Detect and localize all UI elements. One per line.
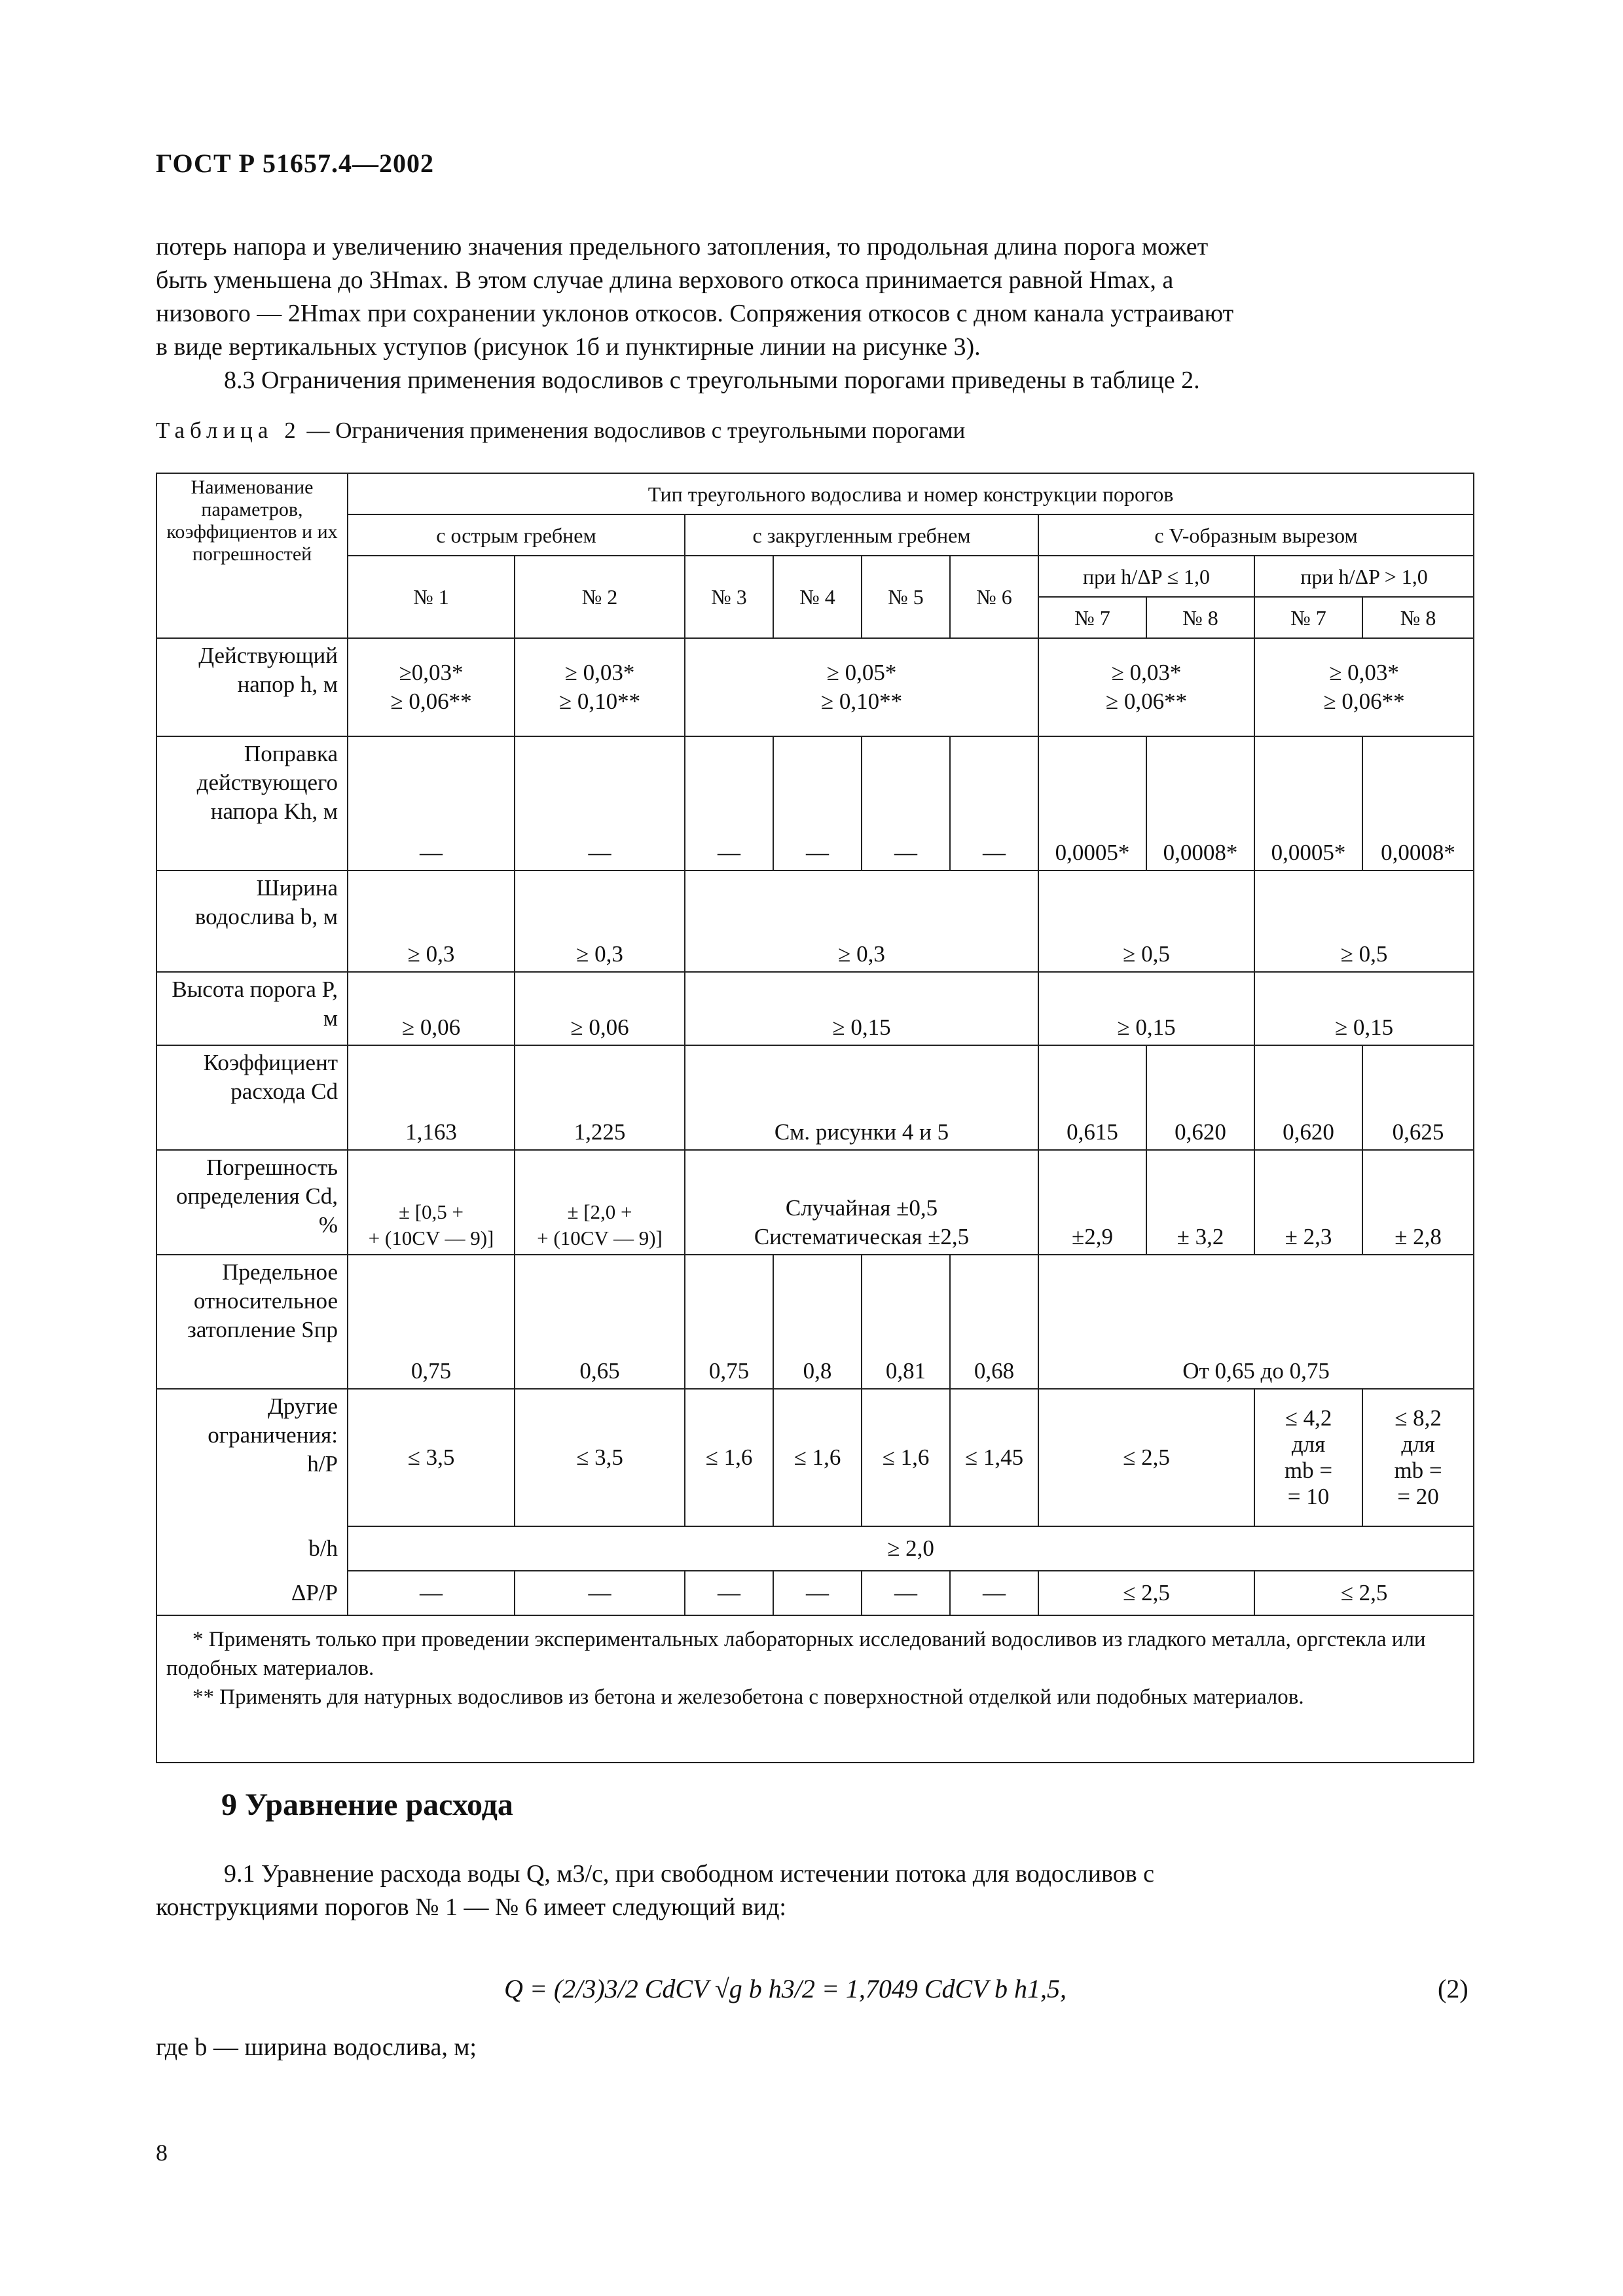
cell: 1,225	[515, 1045, 685, 1150]
document-header: ГОСТ Р 51657.4—2002	[156, 149, 435, 178]
intro-line: быть уменьшена до 3Hmax. В этом случае длина верхового откоса принимается равной Hmax, а	[156, 266, 1174, 294]
cell: 1,163	[348, 1045, 515, 1150]
cell: —	[862, 1571, 950, 1615]
cell: ≥ 0,15	[1254, 972, 1474, 1045]
cell: 0,0005*	[1038, 736, 1146, 870]
header-ratio-gt: при h/ΔP > 1,0	[1254, 556, 1474, 597]
cell: ≥ 0,06	[348, 972, 515, 1045]
cell: ≤ 1,45	[950, 1389, 1038, 1526]
header-n3: № 3	[685, 556, 773, 638]
cell: ± [2,0 + + (10CV — 9)]	[515, 1150, 685, 1255]
cell: —	[685, 736, 773, 870]
cell: ≥ 0,5	[1038, 870, 1254, 972]
table-caption-text: — Ограничения применения водосливов с треугольными порогами	[301, 418, 966, 443]
cell: ≤ 4,2 для mb = = 10	[1254, 1389, 1362, 1526]
cell: —	[950, 736, 1038, 870]
table-2	[156, 473, 1474, 1763]
header-round-crest: с закругленным гребнем	[685, 514, 1038, 556]
cell: ≥0,03* ≥ 0,06**	[348, 638, 515, 736]
cell: 0,620	[1254, 1045, 1362, 1150]
table-caption	[156, 418, 965, 444]
intro-line: в виде вертикальных уступов (рисунок 1б и пунктирные линии на рисунке 3).	[156, 333, 981, 361]
cell: —	[862, 736, 950, 870]
cell: ≤ 1,6	[685, 1389, 773, 1526]
cell: ≥ 0,15	[1038, 972, 1254, 1045]
where-line: где b — ширина водослива, м;	[156, 2034, 477, 2061]
page-number: 8	[156, 2140, 168, 2166]
cell: —	[348, 736, 515, 870]
cell: ≤ 8,2 для mb = = 20	[1362, 1389, 1474, 1526]
equation: Q = (2/3)3/2 CdCV √g b h3/2 = 1,7049 CdCV b h1,5,	[504, 1974, 1067, 2003]
intro-line: потерь напора и увеличению значения предельного затопления, то продольная длина порога может	[156, 233, 1209, 260]
cell: 0,8	[773, 1255, 862, 1389]
row-head: Действующий напор h, м	[156, 638, 348, 736]
cell: 0,0008*	[1146, 736, 1254, 870]
section-title: 9 Уравнение расхода	[221, 1787, 513, 1822]
row-dpp: ΔP/P	[156, 1571, 348, 1615]
cell: ± 2,8	[1362, 1150, 1474, 1255]
cell: ≥ 0,03* ≥ 0,06**	[1038, 638, 1254, 736]
header-n2: № 2	[515, 556, 685, 638]
cell: 0,0005*	[1254, 736, 1362, 870]
cell: ± 3,2	[1146, 1150, 1254, 1255]
cell: ≥ 0,03* ≥ 0,06**	[1254, 638, 1474, 736]
row-submergence: Предельное относительное затопление Sпр	[156, 1255, 348, 1389]
cell: ≥ 0,3	[685, 870, 1038, 972]
header-n7a: № 7	[1038, 597, 1146, 638]
row-cd: Коэффициент расхода Cd	[156, 1045, 348, 1150]
header-v-notch: с V-образным вырезом	[1038, 514, 1474, 556]
cell: 0,625	[1362, 1045, 1474, 1150]
cell: ≥ 0,5	[1254, 870, 1474, 972]
cell: Случайная ±0,5 Систематическая ±2,5	[685, 1150, 1038, 1255]
equation-number: (2)	[1438, 1974, 1468, 2003]
cell: ≥ 0,03* ≥ 0,10**	[515, 638, 685, 736]
cell: См. рисунки 4 и 5	[685, 1045, 1038, 1150]
cell: ≤ 3,5	[515, 1389, 685, 1526]
cell: —	[348, 1571, 515, 1615]
cell: ≥ 0,05* ≥ 0,10**	[685, 638, 1038, 736]
cell: ≥ 2,0	[348, 1526, 1474, 1571]
cell: 0,75	[685, 1255, 773, 1389]
cell: 0,68	[950, 1255, 1038, 1389]
header-n1: № 1	[348, 556, 515, 638]
header-parameters: Наименование параметров, коэффициентов и их погрешностей	[156, 473, 348, 638]
note-2: ** Применять для натурных водосливов из бетона и железобетона с поверхностной отделкой или подобных материалов.	[192, 1685, 1304, 1709]
cell: —	[685, 1571, 773, 1615]
cell: ≤ 2,5	[1038, 1389, 1254, 1526]
cell: ±2,9	[1038, 1150, 1146, 1255]
cell: —	[950, 1571, 1038, 1615]
cell: —	[515, 736, 685, 870]
cell: ≥ 0,06	[515, 972, 685, 1045]
header-n4: № 4	[773, 556, 862, 638]
cell: 0,0008*	[1362, 736, 1474, 870]
header-n5: № 5	[862, 556, 950, 638]
header-weir-type: Тип треугольного водослива и номер конструкции порогов	[348, 473, 1474, 514]
row-width: Ширина водослива b, м	[156, 870, 348, 972]
para-9-1-line: конструкциями порогов № 1 — № 6 имеет следующий вид:	[156, 1893, 786, 1921]
header-n6: № 6	[950, 556, 1038, 638]
cell: ≥ 0,3	[515, 870, 685, 972]
cell: От 0,65 до 0,75	[1038, 1255, 1474, 1389]
row-kh: Поправка действующего напора Kh, м	[156, 736, 348, 870]
cell: —	[515, 1571, 685, 1615]
para-9-1-line: 9.1 Уравнение расхода воды Q, м3/с, при свободном истечении потока для водосливов с	[224, 1860, 1155, 1888]
cell: ≥ 0,15	[685, 972, 1038, 1045]
header-ratio-le: при h/ΔP ≤ 1,0	[1038, 556, 1254, 597]
cell: ≤ 2,5	[1254, 1571, 1474, 1615]
row-bh: b/h	[156, 1526, 348, 1571]
intro-line: низового — 2Hmax при сохранении уклонов откосов. Сопряжения откосов с дном канала устраивают	[156, 300, 1234, 327]
cell: ≤ 1,6	[773, 1389, 862, 1526]
cell: 0,65	[515, 1255, 685, 1389]
cell: 0,620	[1146, 1045, 1254, 1150]
row-height: Высота порога P, м	[156, 972, 348, 1045]
cell: ≤ 3,5	[348, 1389, 515, 1526]
note-1: * Применять только при проведении экспериментальных лабораторных исследований водосливов из гладкого металла, оргстекла или подобных материалов.	[166, 1628, 1426, 1680]
header-n7b: № 7	[1254, 597, 1362, 638]
cell: —	[773, 1571, 862, 1615]
cell: ± 2,3	[1254, 1150, 1362, 1255]
cell: ≥ 0,3	[348, 870, 515, 972]
cell: ≤ 2,5	[1038, 1571, 1254, 1615]
table-caption-label: Таблица 2	[156, 418, 301, 443]
header-n8b: № 8	[1362, 597, 1474, 638]
paragraph-8-3: 8.3 Ограничения применения водосливов с треугольными порогами приведены в таблице 2.	[224, 367, 1200, 394]
cell: —	[773, 736, 862, 870]
cell: 0,615	[1038, 1045, 1146, 1150]
row-other: Другие ограничения: h/P	[156, 1389, 348, 1526]
row-error: Погрешность определения Cd, %	[156, 1150, 348, 1255]
table-notes	[156, 1615, 1474, 1763]
intro-paragraph	[156, 230, 1472, 397]
cell: ± [0,5 + + (10CV — 9)]	[348, 1150, 515, 1255]
header-n8a: № 8	[1146, 597, 1254, 638]
cell: 0,75	[348, 1255, 515, 1389]
header-sharp-crest: с острым гребнем	[348, 514, 685, 556]
paragraph-9-1	[156, 1857, 1472, 1924]
cell: 0,81	[862, 1255, 950, 1389]
cell: ≤ 1,6	[862, 1389, 950, 1526]
